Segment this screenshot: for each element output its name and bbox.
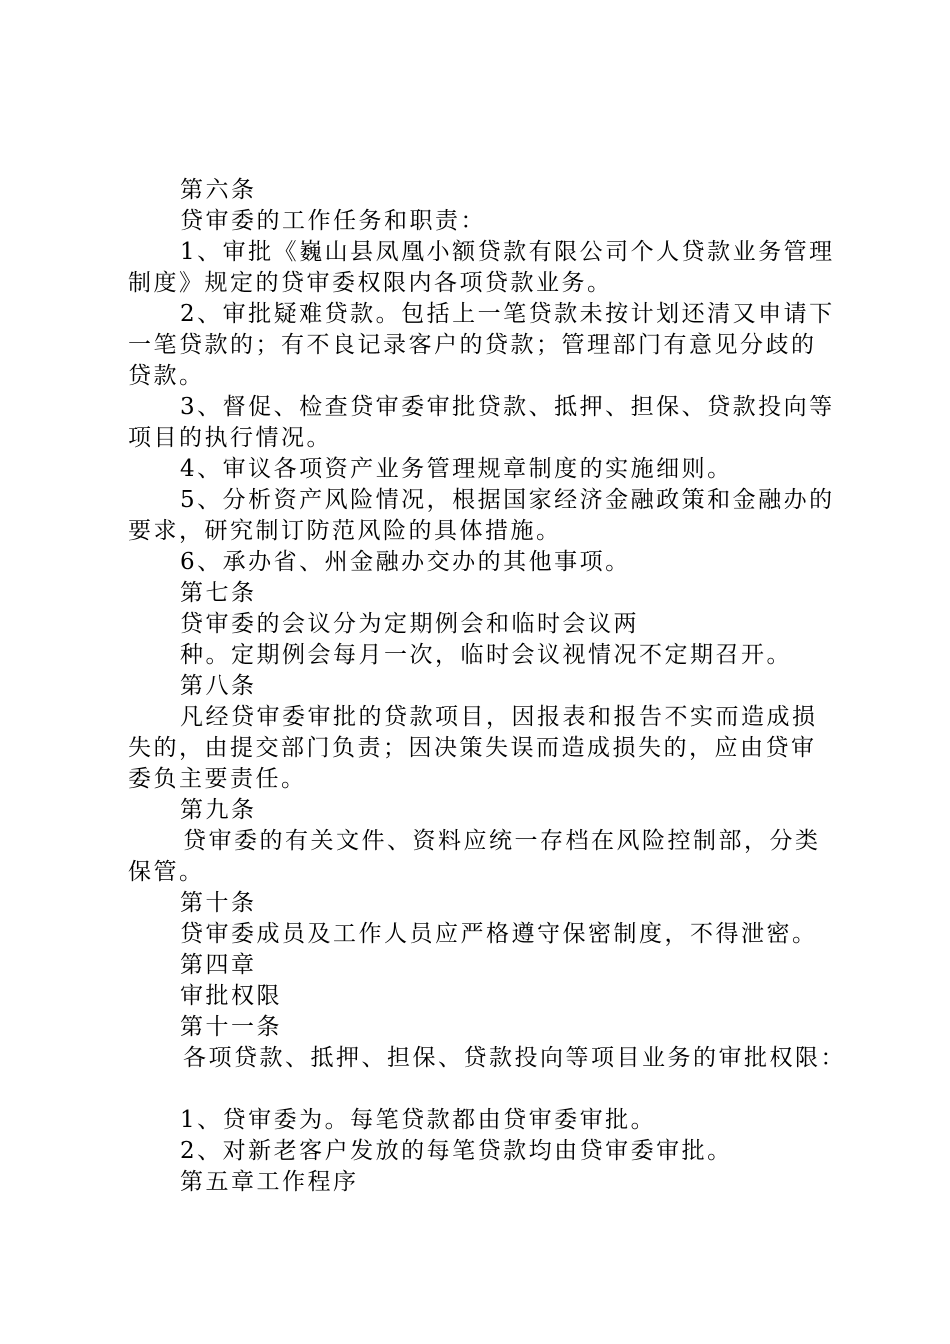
paragraph-line: 贷审委的会议分为定期例会和临时会议两 [180,611,639,637]
article-11-heading: 第十一条 [180,1014,282,1040]
section-title: 审批权限 [180,983,282,1009]
paragraph-line: 种。定期例会每月一次，临时会议视情况不定期召开。 [180,642,792,668]
article-7-heading: 第七条 [180,580,257,606]
paragraph-line: 保管。 [128,859,205,885]
paragraph-line: 要求，研究制订防范风险的具体措施。 [128,518,562,544]
paragraph-line: 制度》规定的贷审委权限内各项贷款业务。 [128,270,613,296]
paragraph-line: 4、审议各项资产业务管理规章制度的实施细则。 [180,456,733,482]
paragraph-line: 贷审委的有关文件、资料应统一存档在风险控制部，分类 [183,828,821,854]
chapter-4-heading: 第四章 [180,952,257,978]
article-6-heading: 第六条 [180,177,257,203]
article-10-heading: 第十条 [180,890,257,916]
paragraph-line: 委负主要责任。 [128,766,307,792]
paragraph-line: 贷款。 [128,363,205,389]
paragraph-line: 6、承办省、州金融办交办的其他事项。 [180,549,631,575]
article-9-heading: 第九条 [180,797,257,823]
paragraph-line: 项目的执行情况。 [128,425,332,451]
paragraph-line: 1、审批《巍山县凤凰小额贷款有限公司个人贷款业务管理 [180,239,835,265]
article-8-heading: 第八条 [180,673,257,699]
paragraph-line: 1、贷审委为。每笔贷款都由贷审委审批。 [180,1107,657,1133]
paragraph-line: 5、分析资产风险情况，根据国家经济金融政策和金融办的 [180,487,835,513]
paragraph-line: 各项贷款、抵押、担保、贷款投向等项目业务的审批权限： [183,1045,846,1071]
paragraph-line: 2、审批疑难贷款。包括上一笔贷款未按计划还清又申请下 [180,301,835,327]
paragraph-line: 2、对新老客户发放的每笔贷款均由贷审委审批。 [180,1138,733,1164]
paragraph-line: 贷审委成员及工作人员应严格遵守保密制度，不得泄密。 [180,921,818,947]
paragraph-line: 一笔贷款的；有不良记录客户的贷款；管理部门有意见分歧的 [128,332,817,358]
paragraph-line: 贷审委的工作任务和职责： [180,208,486,234]
paragraph-line: 失的，由提交部门负责；因决策失误而造成损失的，应由贷审 [128,735,817,761]
paragraph-line: 3、督促、检查贷审委审批贷款、抵押、担保、贷款投向等 [180,394,835,420]
chapter-5-heading: 第五章工作程序 [180,1169,359,1195]
paragraph-line: 凡经贷审委审批的贷款项目，因报表和报告不实而造成损 [180,704,818,730]
